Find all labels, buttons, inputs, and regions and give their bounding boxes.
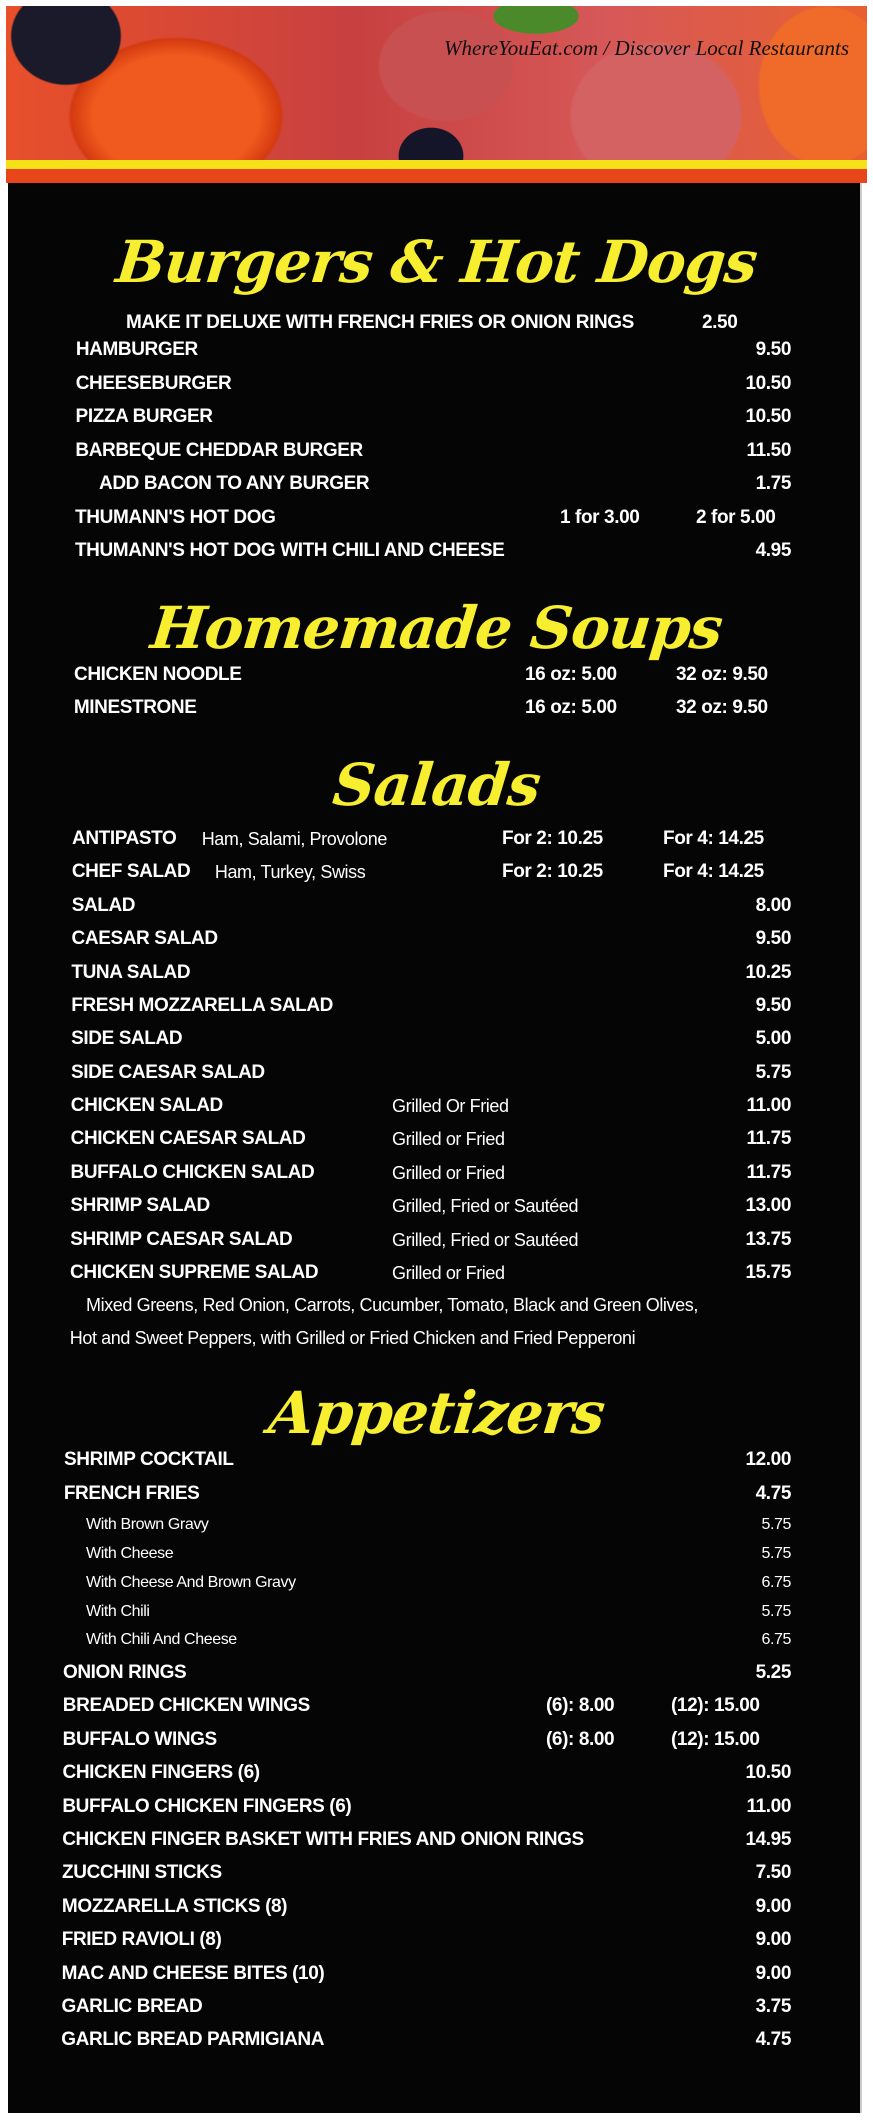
- item-price-option: 16 oz: 5.00: [525, 664, 617, 685]
- menu-item: [0, 502, 873, 534]
- menu-item: [0, 1509, 873, 1541]
- menu-item: [0, 368, 873, 400]
- item-name: With Chili And Cheese: [86, 1631, 237, 1648]
- item-price: 14.95: [745, 1829, 791, 1850]
- yellow-stripe: [6, 160, 867, 169]
- item-name: BREADED CHICKEN WINGS: [62, 1695, 310, 1716]
- item-name: BUFFALO CHICKEN FINGERS (6): [62, 1796, 352, 1817]
- item-name: BUFFALO CHICKEN SALAD: [70, 1162, 315, 1183]
- menu-item: [0, 468, 873, 500]
- menu-item: [0, 1924, 873, 1956]
- item-name: FRENCH FRIES: [63, 1483, 200, 1504]
- menu-item: [0, 401, 873, 433]
- menu-item: [0, 1791, 873, 1823]
- item-price: 13.00: [745, 1195, 791, 1216]
- item-price: 9.00: [755, 1896, 791, 1917]
- item-price: 8.00: [755, 895, 791, 916]
- menu-note: [0, 1322, 873, 1354]
- menu-item: [0, 1657, 873, 1689]
- menu-item: [0, 435, 873, 467]
- menu-item: [0, 1690, 873, 1722]
- item-price: 3.75: [755, 1996, 791, 2017]
- item-price-option: For 4: 14.25: [663, 828, 764, 849]
- item-name: CHEF SALAD: [71, 861, 191, 882]
- item-name: ANTIPASTO: [72, 828, 177, 849]
- item-price: 9.50: [755, 339, 791, 360]
- item-name: ADD BACON TO ANY BURGER: [99, 473, 370, 494]
- item-price: 5.25: [755, 1662, 791, 1683]
- item-price: 9.00: [755, 1963, 791, 1984]
- item-name: HAMBURGER: [75, 339, 198, 360]
- item-price: 4.75: [755, 1483, 791, 1504]
- menu-item: [0, 890, 873, 922]
- item-name: CAESAR SALAD: [71, 928, 218, 949]
- item-name: With Cheese: [86, 1545, 174, 1562]
- menu-item: [0, 1478, 873, 1510]
- menu-item: [0, 2024, 873, 2056]
- item-name: CHICKEN NOODLE: [74, 664, 242, 685]
- menu-item: [0, 1624, 873, 1656]
- item-price: 10.25: [745, 962, 791, 983]
- item-description: Grilled, Fried or Sautéed: [392, 1230, 579, 1250]
- item-name: CHICKEN SUPREME SALAD: [70, 1262, 319, 1283]
- item-price: 9.50: [755, 928, 791, 949]
- menu-item: [0, 1057, 873, 1089]
- item-price-option: 2 for 5.00: [696, 507, 776, 528]
- section-title: Burgers & Hot Dogs: [113, 228, 760, 296]
- item-price: 6.75: [761, 1574, 791, 1591]
- item-name: SHRIMP SALAD: [70, 1195, 210, 1216]
- item-description: Grilled or Fried: [392, 1129, 505, 1149]
- item-price-option: 32 oz: 9.50: [676, 664, 768, 685]
- menu-item: [0, 1567, 873, 1599]
- item-price: 5.00: [755, 1028, 791, 1049]
- item-price-option: 2.50: [702, 312, 738, 333]
- item-description: Ham, Turkey, Swiss: [214, 862, 366, 882]
- item-price: 1.75: [755, 473, 791, 494]
- item-price-option: 1 for 3.00: [560, 507, 640, 528]
- item-name: ONION RINGS: [62, 1662, 187, 1683]
- item-price: 5.75: [755, 1062, 791, 1083]
- item-name: CHICKEN SALAD: [70, 1095, 223, 1116]
- item-description: Grilled or Fried: [392, 1163, 505, 1183]
- orange-stripe: [6, 169, 867, 183]
- item-price-option: (6): 8.00: [546, 1729, 615, 1750]
- item-price: 11.00: [746, 1095, 791, 1116]
- menu-item: [0, 692, 873, 724]
- item-name: SHRIMP CAESAR SALAD: [70, 1229, 293, 1250]
- item-name: CHEESEBURGER: [75, 373, 232, 394]
- item-price-option: For 2: 10.25: [502, 861, 603, 882]
- item-price: 13.75: [745, 1229, 791, 1250]
- menu-item: [0, 334, 873, 366]
- item-price: 5.75: [761, 1516, 791, 1533]
- menu-item: [0, 957, 873, 989]
- item-name: CHICKEN CAESAR SALAD: [70, 1128, 306, 1149]
- menu-item: [0, 1891, 873, 1923]
- item-name: CHICKEN FINGERS (6): [62, 1762, 260, 1783]
- item-price: 10.50: [745, 373, 791, 394]
- item-price: 5.75: [761, 1545, 791, 1562]
- item-price-option: For 4: 14.25: [663, 861, 764, 882]
- item-price: 4.75: [755, 2029, 791, 2050]
- item-name: MINESTRONE: [73, 697, 197, 718]
- menu-item: [0, 856, 873, 888]
- item-price-option: (12): 15.00: [671, 1695, 760, 1716]
- item-description: Ham, Salami, Provolone: [201, 829, 387, 849]
- item-price-option: (12): 15.00: [671, 1729, 760, 1750]
- item-price: 11.75: [746, 1128, 791, 1149]
- menu-item: [0, 659, 873, 691]
- item-price-option: For 2: 10.25: [502, 828, 603, 849]
- menu-item: [0, 823, 873, 855]
- item-name: CHICKEN FINGER BASKET WITH FRIES AND ONION RINGS: [62, 1829, 584, 1850]
- item-price: 11.75: [746, 1162, 791, 1183]
- item-price-option: 32 oz: 9.50: [676, 697, 768, 718]
- item-description: Grilled, Fried or Sautéed: [392, 1196, 579, 1216]
- site-caption: WhereYouEat.com / Discover Local Restaurants: [444, 36, 849, 60]
- section-title: Homemade Soups: [147, 594, 726, 662]
- menu-item: [0, 1224, 873, 1256]
- item-name: With Chili: [86, 1603, 150, 1620]
- item-price: 9.50: [755, 995, 791, 1016]
- menu-item: [0, 1444, 873, 1476]
- item-name: PIZZA BURGER: [75, 406, 213, 427]
- item-name: TUNA SALAD: [71, 962, 191, 983]
- item-price: 11.00: [746, 1796, 791, 1817]
- item-name: BUFFALO WINGS: [62, 1729, 217, 1750]
- item-name: THUMANN'S HOT DOG: [75, 507, 276, 528]
- item-price: 12.00: [745, 1449, 791, 1470]
- item-name: GARLIC BREAD: [61, 1996, 203, 2017]
- menu-item: [0, 1257, 873, 1289]
- menu-item: [0, 923, 873, 955]
- menu-item: [0, 1724, 873, 1756]
- item-description: Grilled or Fried: [392, 1263, 505, 1283]
- item-name: Hot and Sweet Peppers, with Grilled or Fried Chicken and Fried Pepperoni: [69, 1328, 636, 1348]
- item-price: 4.95: [755, 540, 791, 561]
- item-price: 15.75: [745, 1262, 791, 1283]
- item-name: MAKE IT DELUXE WITH FRENCH FRIES OR ONION RINGS: [126, 312, 634, 333]
- item-name: ZUCCHINI STICKS: [62, 1862, 222, 1883]
- menu-item: [0, 1757, 873, 1789]
- item-name: BARBEQUE CHEDDAR BURGER: [75, 440, 363, 461]
- item-name: MAC AND CHEESE BITES (10): [61, 1963, 325, 1984]
- item-price: 9.00: [755, 1929, 791, 1950]
- item-price: 7.50: [755, 1862, 791, 1883]
- menu-note: [0, 1289, 873, 1321]
- menu-item: [0, 1090, 873, 1122]
- menu-item: [0, 1991, 873, 2023]
- item-name: MOZZARELLA STICKS (8): [61, 1896, 288, 1917]
- header-food-photo: [6, 6, 867, 166]
- menu-item: [0, 535, 873, 567]
- item-price: 6.75: [761, 1631, 791, 1648]
- item-name: Mixed Greens, Red Onion, Carrots, Cucumber, Tomato, Black and Green Olives,: [86, 1295, 698, 1315]
- item-name: SHRIMP COCKTAIL: [64, 1449, 234, 1470]
- menu-item: [0, 1157, 873, 1189]
- item-name: THUMANN'S HOT DOG WITH CHILI AND CHEESE: [74, 540, 505, 561]
- item-name: SALAD: [71, 895, 136, 916]
- menu-item: [0, 1023, 873, 1055]
- section-title: Appetizers: [265, 1379, 608, 1447]
- item-price: 10.50: [745, 1762, 791, 1783]
- item-price: 10.50: [745, 406, 791, 427]
- menu-item: [0, 1958, 873, 1990]
- section-title: Salads: [329, 751, 544, 819]
- item-name: With Brown Gravy: [86, 1516, 209, 1533]
- item-price: 11.50: [746, 440, 791, 461]
- item-name: FRESH MOZZARELLA SALAD: [71, 995, 334, 1016]
- item-name: GARLIC BREAD PARMIGIANA: [61, 2029, 325, 2050]
- menu-item: [0, 1538, 873, 1570]
- item-price-option: 16 oz: 5.00: [525, 697, 617, 718]
- menu-item: [0, 1857, 873, 1889]
- item-name: FRIED RAVIOLI (8): [61, 1929, 222, 1950]
- item-price-option: (6): 8.00: [546, 1695, 615, 1716]
- item-name: SIDE CAESAR SALAD: [70, 1062, 265, 1083]
- menu-item: [0, 1824, 873, 1856]
- item-name: SIDE SALAD: [71, 1028, 183, 1049]
- menu-item: [0, 1190, 873, 1222]
- menu-item: [0, 1123, 873, 1155]
- item-description: Grilled Or Fried: [392, 1096, 509, 1116]
- item-name: With Cheese And Brown Gravy: [86, 1574, 296, 1591]
- item-price: 5.75: [761, 1603, 791, 1620]
- menu-item: [0, 990, 873, 1022]
